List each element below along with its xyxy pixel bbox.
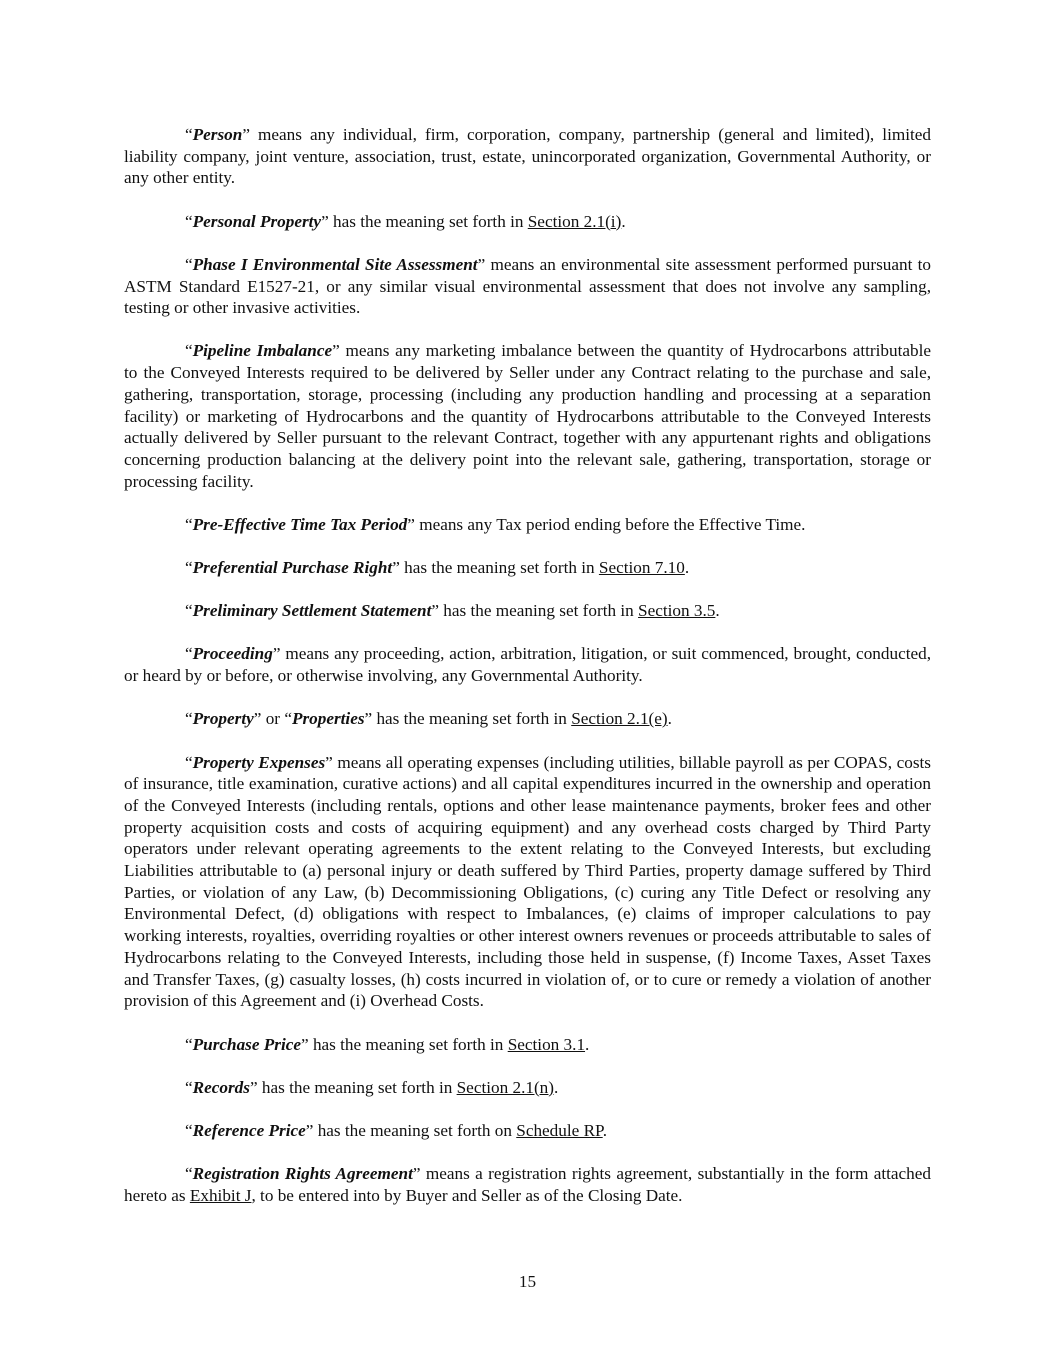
defined-term: Properties bbox=[291, 709, 365, 729]
definition-text: has the meaning set forth in bbox=[328, 211, 528, 231]
definition-records: “Records” has the meaning set forth in Section 2.1(n). bbox=[185, 1077, 559, 1097]
definition-text: has the meaning set forth in bbox=[439, 601, 639, 621]
definition-text: has the meaning set forth in bbox=[257, 1077, 457, 1097]
definition-pre-effective-time-tax-period: “Pre-Effective Time Tax Period” means any Tax period ending before the Effective Time. bbox=[185, 514, 806, 534]
definition-text: means any marketing imbalance between the quantity of Hydrocarbons attributable to the Conveyed Interests required to be delivered by Seller under any Contract relating to the purchase and sale, gathering, transportation, storage, processing (including any production handling and processing at a separation facility) or marketing of Hydrocarbons and the quantity of Hydrocarbons attributable to the Conveyed Interests actually delivered by Seller pursuant to the relevant Contract, together with any appurtenant rights and obligations concerning production balancing at the delivery point into the relevant sale, gathering, transportation, storage or processing facility. bbox=[124, 341, 931, 491]
definition-personal-property: “Personal Property” has the meaning set forth in Section 2.1(i). bbox=[185, 211, 626, 231]
definition-registration-rights-agreement: “Registration Rights Agreement” means a registration rights agreement, substantially in the form attached hereto as Exhibit J, to be entered into by Buyer and Seller as of the Closing Date. bbox=[124, 1164, 931, 1205]
schedule-reference-link[interactable]: Schedule RP bbox=[516, 1120, 603, 1140]
defined-term: Person bbox=[192, 125, 243, 144]
defined-term: Preferential Purchase Right bbox=[192, 558, 393, 578]
definition-text: means a registration rights agreement, substantially in the form attached hereto as bbox=[124, 1164, 931, 1205]
definition-preferential-purchase-right: “Preferential Purchase Right” has the meaning set forth in Section 7.10. bbox=[185, 558, 690, 578]
definition-text: has the meaning set forth in bbox=[372, 709, 572, 729]
section-reference-link[interactable]: Section 3.1 bbox=[507, 1034, 586, 1054]
definition-property: “Property” or “Properties” has the meaning set forth in Section 2.1(e). bbox=[185, 709, 672, 729]
defined-term: Personal Property bbox=[192, 211, 322, 231]
section-reference-link[interactable]: Section 3.5 bbox=[638, 601, 716, 621]
definition-property-expenses: “Property Expenses” means all operating expenses (including utilities, billable payroll as per COPAS, costs of insurance, title examination, curative actions) and all capital expenditures incurred in the ownership and operation of the Conveyed Interests (including rentals, options and other lease maintenance payments, broker fees and other property acquisition costs and costs of acquiring equipment) and any overhead costs charged by Third Party operators under relevant operating agreements to the extent relating to the Conveyed Interests, but excluding Liabilities attributable to (a) personal injury or death suffered by Third Parties, property damage suffered by Third Parties, or violation of any Law, (b) Decommissioning Obligations, (c) curing any Title Defect or resolving any Environmental Defect, (d) obligations with respect to Imbalances, (e) claims of improper calculations to pay working interests, royalties, overriding royalties or other interest owners revenues or proceeds attributable to sales of Hydrocarbons relating to the Conveyed Interests, including those held in suspense, (f) Income Taxes, Asset Taxes and Transfer Taxes, (g) casualty losses, (h) costs incurred in violation of, or to cure or remedy a violation of another provision of this Agreement and (i) Overhead Costs. bbox=[124, 752, 931, 1011]
exhibit-reference-link[interactable]: Exhibit J bbox=[189, 1185, 252, 1205]
definition-text: has the meaning set forth in bbox=[308, 1034, 508, 1054]
defined-term: Proceeding bbox=[192, 644, 273, 664]
definition-proceeding: “Proceeding” means any proceeding, action, arbitration, litigation, or suit commenced, brought, conducted, or heard by or before, or otherwise involving, any Governmental Authority. bbox=[124, 644, 931, 686]
defined-term: Purchase Price bbox=[192, 1034, 302, 1054]
definition-text: means all operating expenses (including utilities, billable payroll as per COPAS, costs of insurance, title examination, curative actions) and all capital expenditures incurred in the ownership and operation of the Conveyed Interests (including rentals, options and other lease maintenance payments, broker fees and other property acquisition costs and costs of acquiring equipment) and any overhead costs charged by Third Party operators under relevant operating agreements to the extent relating to the Conveyed Interests, but excluding Liabilities attributable to (a) personal injury or death suffered by Third Parties, property damage suffered by Third Parties, or violation of any Law, (b) Decommissioning Obligations, (c) curing any Title Defect or resolving any Environmental Defect, (d) obligations with respect to Imbalances, (e) claims of improper calculations to pay working interests, royalties, overriding royalties or other interest owners revenues or proceeds attributable to sales of Hydrocarbons relating to the Conveyed Interests, including those held in suspense, (f) Income Taxes, Asset Taxes and Transfer Taxes, (g) casualty losses, (h) costs incurred in violation of, or to cure or remedy a violation of another provision of this Agreement and (i) Overhead Costs. bbox=[124, 752, 931, 1011]
section-reference-link[interactable]: Section 2.1(i) bbox=[527, 211, 622, 231]
definition-text: means any proceeding, action, arbitration, litigation, or suit commenced, brought, conducted, or heard by or before, or otherwise involving, any Governmental Authority. bbox=[124, 644, 931, 686]
definition-text: means any Tax period ending before the Effective Time. bbox=[414, 514, 806, 534]
definition-phase-i-esa: “Phase I Environmental Site Assessment” means an environmental site assessment performed pursuant to ASTM Standard E1527-21, or any similar visual environmental assessment that does not involve any sampling, testing or other invasive activities. bbox=[124, 254, 932, 318]
section-reference-link[interactable]: Section 2.1(n) bbox=[456, 1077, 555, 1097]
defined-term: Pre-Effective Time Tax Period bbox=[192, 514, 408, 534]
defined-term: Records bbox=[192, 1077, 250, 1097]
definition-text: means an environmental site assessment performed pursuant to ASTM Standard E1527-21, or any similar visual environmental assessment that does not involve any sampling, testing or other invasive activities. bbox=[124, 254, 932, 318]
document-page bbox=[124, 124, 931, 1228]
defined-term: Reference Price bbox=[192, 1120, 306, 1140]
defined-term: Registration Rights Agreement bbox=[192, 1164, 413, 1184]
section-reference-link[interactable]: Section 2.1(e) bbox=[571, 709, 668, 729]
defined-term: Pipeline Imbalance bbox=[192, 341, 333, 361]
page-number: 15 bbox=[518, 1272, 537, 1291]
defined-term: Preliminary Settlement Statement bbox=[192, 601, 432, 621]
section-reference-link[interactable]: Section 7.10 bbox=[598, 558, 685, 578]
defined-term: Phase I Environmental Site Assessment bbox=[192, 254, 478, 274]
defined-term: Property bbox=[192, 709, 254, 729]
definition-person: “Person” means any individual, firm, corporation, company, partnership (general and limited), limited liability company, joint venture, association, trust, estate, unincorporated organization, Governmental Authority, or any other entity. bbox=[124, 125, 931, 188]
definition-purchase-price: “Purchase Price” has the meaning set forth in Section 3.1. bbox=[185, 1034, 590, 1054]
definition-preliminary-settlement-statement: “Preliminary Settlement Statement” has the meaning set forth in Section 3.5. bbox=[185, 601, 720, 621]
definition-text: means any individual, firm, corporation, company, partnership (general and limited), limited liability company, joint venture, association, trust, estate, unincorporated organization, Governmental Authority, or any other entity. bbox=[124, 125, 931, 188]
definition-text: has the meaning set forth in bbox=[399, 558, 599, 578]
defined-term: Property Expenses bbox=[192, 752, 326, 772]
definition-pipeline-imbalance: “Pipeline Imbalance” means any marketing imbalance between the quantity of Hydrocarbons attributable to the Conveyed Interests required to be delivered by Seller under any Contract relating to the purchase and sale, gathering, transportation, storage, processing (including any production handling and processing at a separation facility) or marketing of Hydrocarbons and the quantity of Hydrocarbons attributable to the Conveyed Interests actually delivered by Seller pursuant to the relevant Contract, together with any appurtenant rights and obligations concerning production balancing at the delivery point into the relevant sale, gathering, transportation, storage or processing facility. bbox=[124, 341, 931, 491]
definition-reference-price: “Reference Price” has the meaning set forth on Schedule RP. bbox=[185, 1120, 607, 1140]
definition-text: has the meaning set forth on bbox=[313, 1120, 517, 1140]
